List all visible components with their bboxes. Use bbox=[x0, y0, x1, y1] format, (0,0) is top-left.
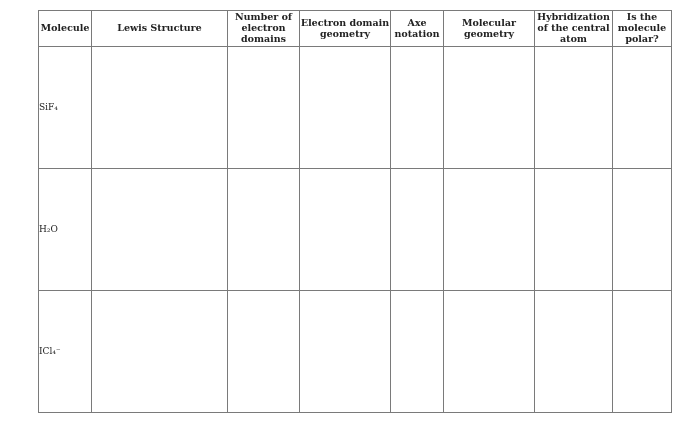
header-polarity: Is the molecule polar? bbox=[613, 11, 672, 47]
molecular-geometry-cell[interactable] bbox=[444, 47, 535, 169]
electron-domains-cell[interactable] bbox=[228, 291, 300, 413]
header-lewis-structure: Lewis Structure bbox=[92, 11, 228, 47]
molecule-cell: ICl₄⁻ bbox=[39, 291, 92, 413]
axe-notation-cell[interactable] bbox=[391, 291, 444, 413]
header-axe-notation: Axe notation bbox=[391, 11, 444, 47]
header-molecule: Molecule bbox=[39, 11, 92, 47]
header-electron-domains: Number of electron domains bbox=[228, 11, 300, 47]
table-row bbox=[39, 291, 672, 413]
molecule-cell: SiF₄ bbox=[39, 47, 92, 169]
table-row bbox=[39, 169, 672, 291]
header-electron-domain-geometry: Electron domain geometry bbox=[300, 11, 391, 47]
lewis-structure-cell[interactable] bbox=[92, 47, 228, 169]
molecular-geometry-cell[interactable] bbox=[444, 291, 535, 413]
electron-domain-geometry-cell[interactable] bbox=[300, 169, 391, 291]
hybridization-cell[interactable] bbox=[535, 47, 613, 169]
header-hybridization: Hybridization of the central atom bbox=[535, 11, 613, 47]
hybridization-cell[interactable] bbox=[535, 169, 613, 291]
header-row bbox=[39, 11, 672, 47]
molecule-cell: H₂O bbox=[39, 169, 92, 291]
axe-notation-cell[interactable] bbox=[391, 169, 444, 291]
polarity-cell[interactable] bbox=[613, 291, 672, 413]
electron-domains-cell[interactable] bbox=[228, 169, 300, 291]
lewis-structure-cell[interactable] bbox=[92, 169, 228, 291]
molecular-geometry-cell[interactable] bbox=[444, 169, 535, 291]
hybridization-cell[interactable] bbox=[535, 291, 613, 413]
polarity-cell[interactable] bbox=[613, 47, 672, 169]
electron-domain-geometry-cell[interactable] bbox=[300, 291, 391, 413]
worksheet-table bbox=[38, 10, 672, 413]
electron-domains-cell[interactable] bbox=[228, 47, 300, 169]
polarity-cell[interactable] bbox=[613, 169, 672, 291]
electron-domain-geometry-cell[interactable] bbox=[300, 47, 391, 169]
axe-notation-cell[interactable] bbox=[391, 47, 444, 169]
lewis-structure-cell[interactable] bbox=[92, 291, 228, 413]
header-molecular-geometry: Molecular geometry bbox=[444, 11, 535, 47]
table-row bbox=[39, 47, 672, 169]
